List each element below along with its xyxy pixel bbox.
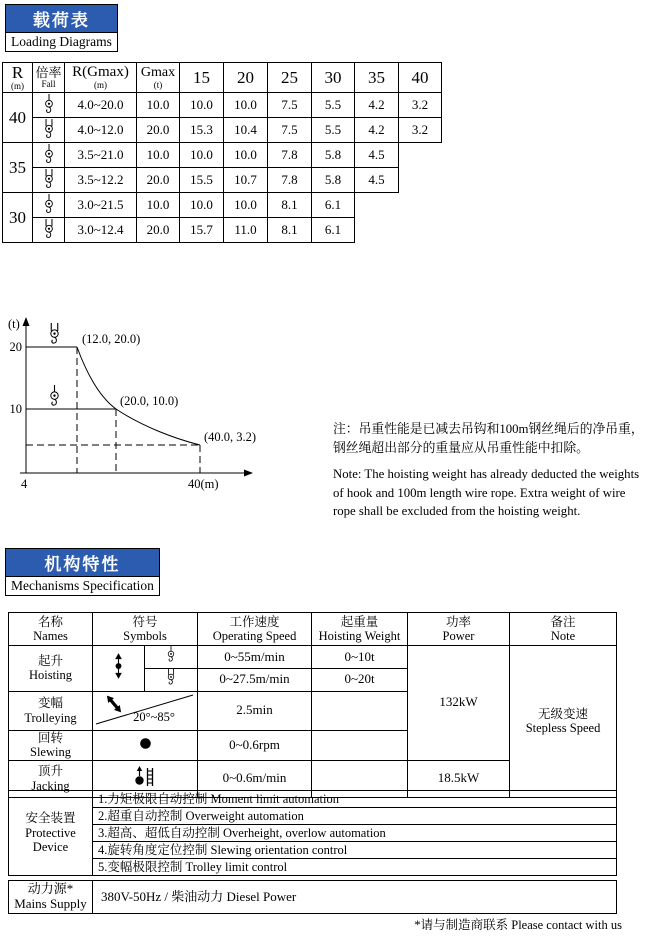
cell-gmax: 20.0 (137, 218, 180, 243)
cell-range: 4.0~12.0 (65, 118, 137, 143)
single-fall-icon (33, 143, 65, 168)
cell-value: 10.7 (224, 168, 268, 193)
protective-row (9, 842, 617, 859)
col-header-gmax: Gmax (t) (137, 63, 180, 93)
section2-header (5, 548, 160, 596)
col-header-speed: 工作速度 Operating Speed (198, 613, 312, 646)
cell-value: 7.8 (268, 168, 312, 193)
cell-gmax: 10.0 (137, 93, 180, 118)
luffing-angle-symbol (93, 691, 198, 730)
filled-circle-icon (93, 730, 198, 760)
cell-value: 6.1 (312, 193, 355, 218)
double-fall-hook-icon (51, 323, 58, 343)
protective-item-2: 2.超重自动控制 Overweight automation (93, 808, 617, 825)
cell-value: 6.1 (312, 218, 355, 243)
cell-value: 5.8 (312, 143, 355, 168)
cell-gmax: 10.0 (137, 193, 180, 218)
cell-value: 10.0 (224, 143, 268, 168)
loading-table (2, 62, 442, 243)
double-fall-icon (33, 218, 65, 243)
row-label-hoisting: 起升 Hoisting (9, 646, 93, 692)
x-tick-4: 4 (21, 477, 28, 491)
loading-table-header-row (3, 63, 442, 93)
cell-value: 10.0 (180, 93, 224, 118)
single-fall-hook-icon (51, 385, 58, 405)
cell-value: 3.2 (399, 93, 442, 118)
cell-value: 11.0 (224, 218, 268, 243)
slewing-weight (312, 730, 408, 760)
mains-supply-value: 380V-50Hz / 柴油动力 Diesel Power (93, 881, 617, 914)
table-row (3, 93, 442, 118)
y-axis-unit-label: (t) (8, 317, 20, 331)
section1-title-en: Loading Diagrams (5, 33, 118, 52)
col-header-symbols: 符号 Symbols (93, 613, 198, 646)
cell-value: 10.0 (224, 93, 268, 118)
note-stepless-speed: 无级变速 Stepless Speed (510, 646, 617, 798)
double-fall-icon (33, 118, 65, 143)
protective-item-5: 5.变幅极限控制 Trolley limit control (93, 859, 617, 876)
single-fall-icon (33, 193, 65, 218)
col-header-note: 备注 Note (510, 613, 617, 646)
cell-value: 8.1 (268, 193, 312, 218)
cell-gmax: 20.0 (137, 118, 180, 143)
hoisting-row-1 (9, 646, 617, 669)
hoisting-speed-2: 0~27.5m/min (198, 668, 312, 691)
slewing-speed: 0~0.6rpm (198, 730, 312, 760)
protective-item-3: 3.超高、超低自动控制 Overheight, overlow automation (93, 825, 617, 842)
hoisting-weight-1: 0~10t (312, 646, 408, 669)
cell-gmax: 10.0 (137, 143, 180, 168)
section1-title-cn: 载荷表 (5, 4, 118, 33)
jacking-speed: 0~0.6m/min (198, 760, 312, 797)
y-tick-10: 10 (9, 402, 22, 416)
mains-supply-table (8, 880, 617, 914)
row-label-trolleying: 变幅 Trolleying (9, 691, 93, 730)
mechanisms-table (8, 612, 617, 798)
protective-row (9, 859, 617, 876)
cell-value: 4.2 (355, 118, 399, 143)
col-header-names: 名称 Names (9, 613, 93, 646)
hoisting-speed-1: 0~55m/min (198, 646, 312, 669)
cell-value: 10.0 (224, 193, 268, 218)
updown-arrow-icon (93, 646, 145, 692)
cell-value: 15.3 (180, 118, 224, 143)
mains-supply-row (9, 881, 617, 914)
cell-range: 3.5~12.2 (65, 168, 137, 193)
single-fall-hook-icon (145, 646, 198, 669)
cell-value: 10.0 (180, 143, 224, 168)
section1-header (5, 4, 118, 52)
protective-item-1: 1.力矩极限自动控制 Moment limit automation (93, 791, 617, 808)
col-header-radius: R (m) (3, 63, 33, 93)
protective-device-table (8, 790, 617, 876)
col-header-fall: 倍率 Fall (33, 63, 65, 93)
row-label-slewing: 回转 Slewing (9, 730, 93, 760)
protective-item-4: 4.旋转角度定位控制 Slewing orientation control (93, 842, 617, 859)
row-label-mains-supply: 动力源* Mains Supply (9, 881, 93, 914)
col-header-r35: 35 (355, 63, 399, 93)
col-header-r20: 20 (224, 63, 268, 93)
trolleying-weight (312, 691, 408, 730)
hoisting-weight-notes (333, 420, 645, 521)
section2-title-cn: 机构特性 (5, 548, 160, 577)
cell-gmax: 20.0 (137, 168, 180, 193)
cell-value: 4.5 (355, 143, 399, 168)
radius-group-35: 35 (3, 143, 33, 193)
col-header-r15: 15 (180, 63, 224, 93)
col-header-r25: 25 (268, 63, 312, 93)
double-fall-icon (33, 168, 65, 193)
x-tick-40: 40(m) (188, 477, 219, 491)
diagonal-arrow-icon (104, 693, 124, 715)
cell-range: 4.0~20.0 (65, 93, 137, 118)
cell-range: 3.5~21.0 (65, 143, 137, 168)
cell-value: 3.2 (399, 118, 442, 143)
annotation-point-3: (40.0, 3.2) (204, 430, 257, 444)
table-row (3, 168, 442, 193)
table-row (3, 193, 442, 218)
hoisting-weight-2: 0~20t (312, 668, 408, 691)
col-header-r40: 40 (399, 63, 442, 93)
cell-value: 7.5 (268, 118, 312, 143)
y-axis-arrow-icon (23, 317, 30, 326)
cell-value: 15.5 (180, 168, 224, 193)
double-fall-hook-icon (145, 668, 198, 691)
cell-value: 5.5 (312, 93, 355, 118)
contact-manufacturer-note: *请与制造商联系 Please contact with us (414, 918, 622, 932)
note-chinese: 注：吊重性能是已减去吊钩和100m钢丝绳后的净吊重，钢丝绳超出部分的重量应从吊重性能中扣除。 (333, 422, 644, 455)
power-shared-value: 132kW (408, 646, 510, 761)
cell-value: 10.0 (180, 193, 224, 218)
protective-row (9, 825, 617, 842)
cell-value: 5.5 (312, 118, 355, 143)
note-english: Note: The hoisting weight has already deducted the weights of hook and 100m length wire rope. Extra weight of wire rope shall be excluded from the hoisting weight. (333, 467, 640, 519)
cell-value: 7.5 (268, 93, 312, 118)
protective-row (9, 808, 617, 825)
cell-value: 4.5 (355, 168, 399, 193)
col-header-power: 功率 Power (408, 613, 510, 646)
table-row (3, 118, 442, 143)
luffing-angle-label: 20°~85° (132, 709, 175, 724)
y-tick-20: 20 (9, 340, 22, 354)
jacking-power: 18.5kW (408, 760, 510, 797)
col-header-weight: 起重量 Hoisting Weight (312, 613, 408, 646)
single-fall-icon (33, 93, 65, 118)
table-row (3, 143, 442, 168)
protective-row (9, 791, 617, 808)
mech-header-row (9, 613, 617, 646)
cell-value: 7.8 (268, 143, 312, 168)
row-label-jacking: 顶升 Jacking (9, 760, 93, 797)
table-row (3, 218, 442, 243)
row-label-protective-device: 安全装置 Protective Device (9, 791, 93, 876)
annotation-point-2: (20.0, 10.0) (120, 394, 179, 408)
radius-group-30: 30 (3, 193, 33, 243)
col-header-r30: 30 (312, 63, 355, 93)
cell-value: 4.2 (355, 93, 399, 118)
load-curve-chart (6, 314, 336, 501)
cell-value: 8.1 (268, 218, 312, 243)
x-axis-arrow-icon (244, 470, 253, 477)
cell-range: 3.0~12.4 (65, 218, 137, 243)
cell-range: 3.0~21.5 (65, 193, 137, 218)
annotation-point-1: (12.0, 20.0) (82, 332, 141, 346)
section2-title-en: Mechanisms Specification (5, 577, 160, 596)
cell-value: 10.4 (224, 118, 268, 143)
trolleying-speed: 2.5min (198, 691, 312, 730)
cell-value: 5.8 (312, 168, 355, 193)
col-header-rgmax: R(Gmax) (m) (65, 63, 137, 93)
radius-group-40: 40 (3, 93, 33, 143)
cell-value: 15.7 (180, 218, 224, 243)
